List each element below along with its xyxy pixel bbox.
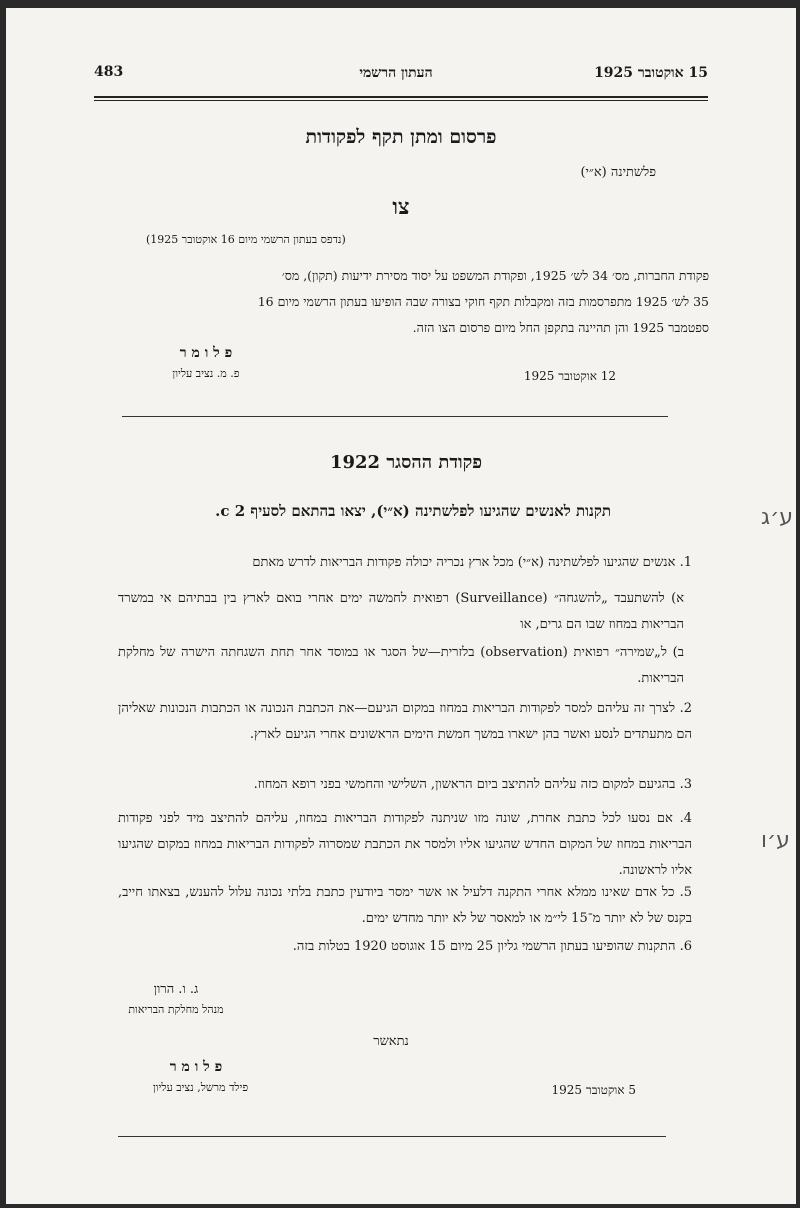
signatory-name: פ ל ו מ ר (169, 1059, 223, 1075)
item-number: 2. (679, 701, 693, 716)
signatory-name: פ ל ו מ ר (179, 345, 233, 361)
margin-mark: ע׳ג (761, 505, 793, 530)
regulation-subitem (118, 586, 684, 638)
item-number: 6. (679, 939, 692, 954)
regulation-item (118, 550, 692, 576)
item-text: אם נסעו לכל כתבת אחרת, שונה מזו שניתנה לפקודות הבריאות במחוז, עליהם להתיצב מיד לפני פקודות הבריאות במחוז של המקום החדש שהגיעו אליו ולמסר את הכתבת שמסרוה לפקודות הבריאות במחוז במקום שהגיעו אליו לראשונה. (118, 811, 692, 878)
item-text: ב) ל„שמירה״ רפואית (observation) בלזרית—של הסגר או במוסד אחר תחת השגחתה הישרה של מחלקת הבריאות. (118, 645, 685, 686)
order-title: צו (392, 194, 410, 220)
header-rule-thin (94, 100, 708, 101)
regulation-subitem (118, 640, 684, 692)
director-name: ג. ו. הרון (153, 982, 199, 997)
approved-label: נתאשר (373, 1034, 409, 1049)
item-number: 5. (679, 885, 692, 900)
signatory-title: פ. מ. נציב עליון (172, 367, 240, 380)
header-date: 15 אוקטובר 1925 (594, 65, 708, 81)
item-text: כל אדם שאינו ממלא אחרי התקנה דלעיל או אשר ימסר ביודעין כתבת בלתי נכונה עלול להענש, בצאתו חייב, בקנס של לא יותר מ־15 לי״מ או למאסר של לא יותר מחדש ימים. (118, 885, 692, 926)
region-line: פלשתינה (א״י) (580, 165, 656, 180)
item-text: בהגיעם למקום כזה עליהם להתיצב ביום הראשון, השלישי והחמשי בפני רופא המחוז. (253, 777, 676, 792)
regulation-item (118, 772, 692, 798)
gazette-title: העתון הרשמי (359, 65, 433, 81)
item-text: אנשים שהגיעו לפלשתינה (א״י) מכל ארץ נכריה יכולה פקודות הבריאות לדרש מאתם (252, 555, 676, 570)
regulation-item (118, 806, 692, 884)
body-line: ספטמבר 1925 והן תהיינה בתקפן החל מיום פרסום הצו הזה. (412, 320, 709, 335)
regulations-subtitle: תקנות לאנשים שהגיעו לפלשתינה (א״י), יצאו בהתאם לסעיף c 2. (215, 502, 611, 520)
body-line: 35 לש׳ 1925 מתפרסמות בזה ומקבלות תקף חוקי בצורה שבה הופיעו בעתון הרשמי מיום 16 (257, 294, 709, 309)
published-note: (נדפס בעתון הרשמי מיום 16 אוקטובר 1925) (146, 233, 346, 246)
body-line: פקודת החברות, מס׳ 34 לש׳ 1925, ופקודת המשפט על יסוד מסירת ידיעות (תקון), מס׳ (281, 268, 709, 283)
section-title: פרסום ומתן תקף לפקודות (305, 126, 497, 148)
regulation-item (118, 880, 692, 932)
item-text: א) להשתעבד „להשגחה״ (Surveillance) רפואית לחמשה ימים אחרי בואם לארץ בין בבתיהם אי במשרד הבריאות במחוז שבו הם גרים, או (118, 591, 684, 632)
director-title: מנהל מחלקת הבריאות (128, 1003, 224, 1016)
gazette-page (6, 8, 796, 1204)
item-number: 3. (679, 777, 692, 792)
order-date: 12 אוקטובר 1925 (523, 369, 616, 383)
section-title: פקודת ההסגר 1922 (329, 452, 483, 473)
item-number: 4. (679, 811, 692, 826)
regulation-item (146, 934, 692, 960)
page-number: 483 (94, 64, 124, 80)
section-divider (118, 1136, 666, 1137)
item-number: 1. (679, 555, 692, 570)
regulation-item (118, 696, 692, 748)
item-text: לצרך זה עליהם למסר לפקודות הבריאות במחוז במקום הגיעם—את הכתבת הנכונה או הכתבות הנכונות שאליהן הם מתעתדים לנסע ואשר בהן ישארו במשך חמשת הימים הראשונים אחרי הגיעם לארץ. (118, 701, 692, 742)
header-rule (94, 96, 708, 98)
section-divider (122, 416, 668, 417)
signatory-title: פילד מרשל, נציב עליון (152, 1081, 249, 1094)
order-date: 5 אוקטובר 1925 (551, 1083, 636, 1097)
margin-mark: ע׳ו (761, 828, 790, 853)
item-text: התקנות שהופיעו בעתון הרשמי גליון 25 מיום 15 אוגוסט 1920 בטלות בזה. (292, 939, 676, 954)
